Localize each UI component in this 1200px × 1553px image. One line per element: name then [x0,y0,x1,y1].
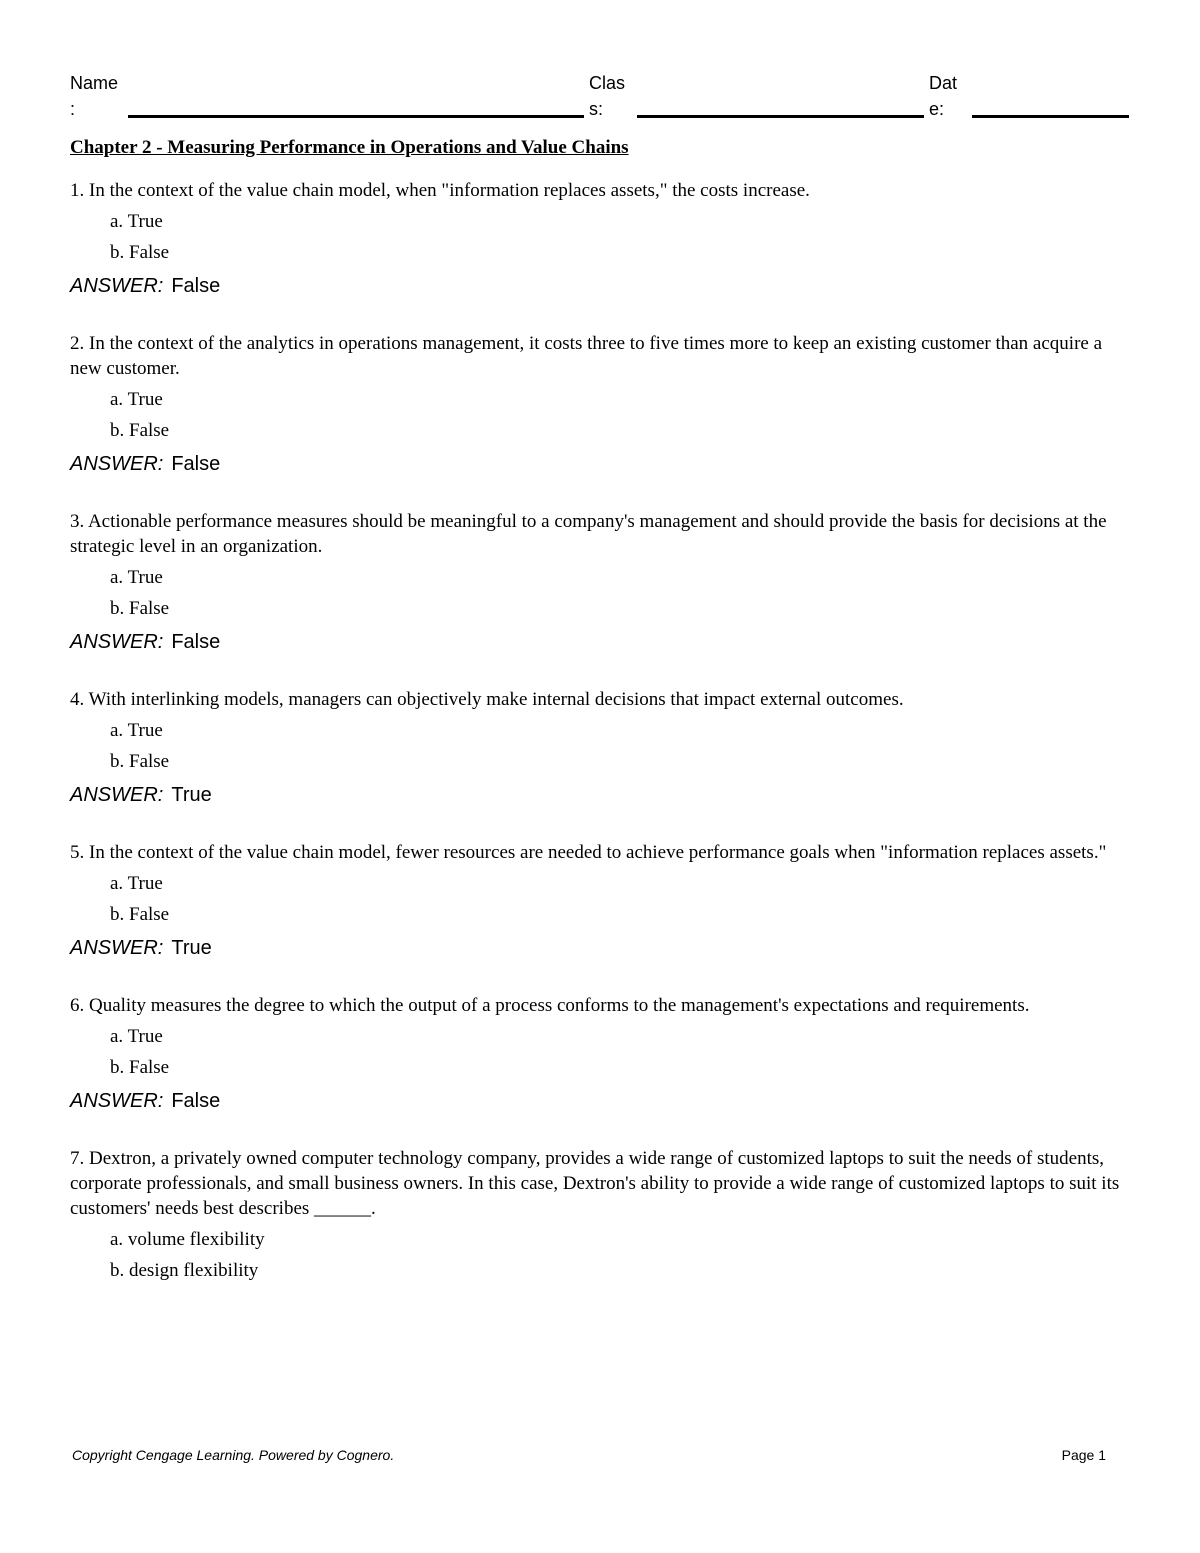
date-input-line[interactable] [972,115,1129,118]
answer-line [70,629,1130,655]
answer-line [70,1088,1130,1114]
class-label-suffix: s: [589,99,604,119]
answer-label: ANSWER: [70,937,164,959]
question-list [70,178,1130,1303]
date-label: Dat [929,73,958,93]
class-label: Clas [589,73,626,93]
chapter-title: Chapter 2 - Measuring Performance in Operations and Value Chains [70,137,629,158]
copyright-notice: Copyright Cengage Learning. Powered by Cognero. [72,1447,395,1463]
option-a[interactable]: a. True [110,211,163,232]
answer-label: ANSWER: [70,1090,164,1112]
answer-line [70,782,1130,808]
answer-label: ANSWER: [70,453,164,475]
question-text: 1. In the context of the value chain model, when "information replaces assets," the costs increase. [70,180,810,201]
question-4 [70,687,1130,808]
option-b[interactable]: b. False [110,242,170,263]
answer-line [70,451,1130,477]
option-b[interactable]: b. False [110,420,170,441]
option-b[interactable]: b. False [110,598,170,619]
option-a[interactable]: a. True [110,1026,163,1047]
question-1 [70,178,1130,299]
name-input-line[interactable] [128,115,584,118]
option-a[interactable]: a. True [110,567,163,588]
answer-line [70,935,1130,961]
answer-value: True [171,937,212,959]
option-a[interactable]: a. volume flexibility [110,1229,265,1250]
class-input-line[interactable] [637,115,924,118]
option-a[interactable]: a. True [110,720,163,741]
answer-label: ANSWER: [70,784,164,806]
question-text: 2. In the context of the analytics in operations management, it costs three to five times more to keep an existing customer than acquire a new customer. [70,333,1103,379]
question-2 [70,331,1130,477]
answer-value: False [171,275,221,297]
answer-value: False [171,453,221,475]
question-text: 7. Dextron, a privately owned computer technology company, provides a wide range of customized laptops to suit the needs of students, corporate professionals, and small business owners. In this case, Dextron's ability to provide a wide range of customized laptops to suit its customers' needs best describes ______. [70,1148,1120,1219]
option-b[interactable]: b. False [110,751,170,772]
option-a[interactable]: a. True [110,873,163,894]
question-6 [70,993,1130,1114]
question-text: 4. With interlinking models, managers can objectively make internal decisions that impact external outcomes. [70,689,904,710]
answer-line [70,273,1130,299]
answer-value: False [171,1090,221,1112]
option-a[interactable]: a. True [110,389,163,410]
date-label-suffix: e: [929,99,945,119]
option-b[interactable]: b. False [110,904,170,925]
question-3 [70,509,1130,655]
answer-label: ANSWER: [70,631,164,653]
page-number: Page 1 [1061,1447,1106,1463]
option-b[interactable]: b. design flexibility [110,1260,259,1281]
question-7 [70,1146,1130,1283]
name-label-colon: : [70,99,76,119]
answer-value: False [171,631,221,653]
name-label: Name [70,73,119,93]
question-text: 3. Actionable performance measures should be meaningful to a company's management and should provide the basis for decisions at the strategic level in an organization. [70,511,1107,557]
answer-value: True [171,784,212,806]
question-text: 5. In the context of the value chain model, fewer resources are needed to achieve performance goals when "information replaces assets." [70,842,1107,863]
question-text: 6. Quality measures the degree to which the output of a process conforms to the management's expectations and requirements. [70,995,1030,1016]
option-b[interactable]: b. False [110,1057,170,1078]
answer-label: ANSWER: [70,275,164,297]
question-5 [70,840,1130,961]
